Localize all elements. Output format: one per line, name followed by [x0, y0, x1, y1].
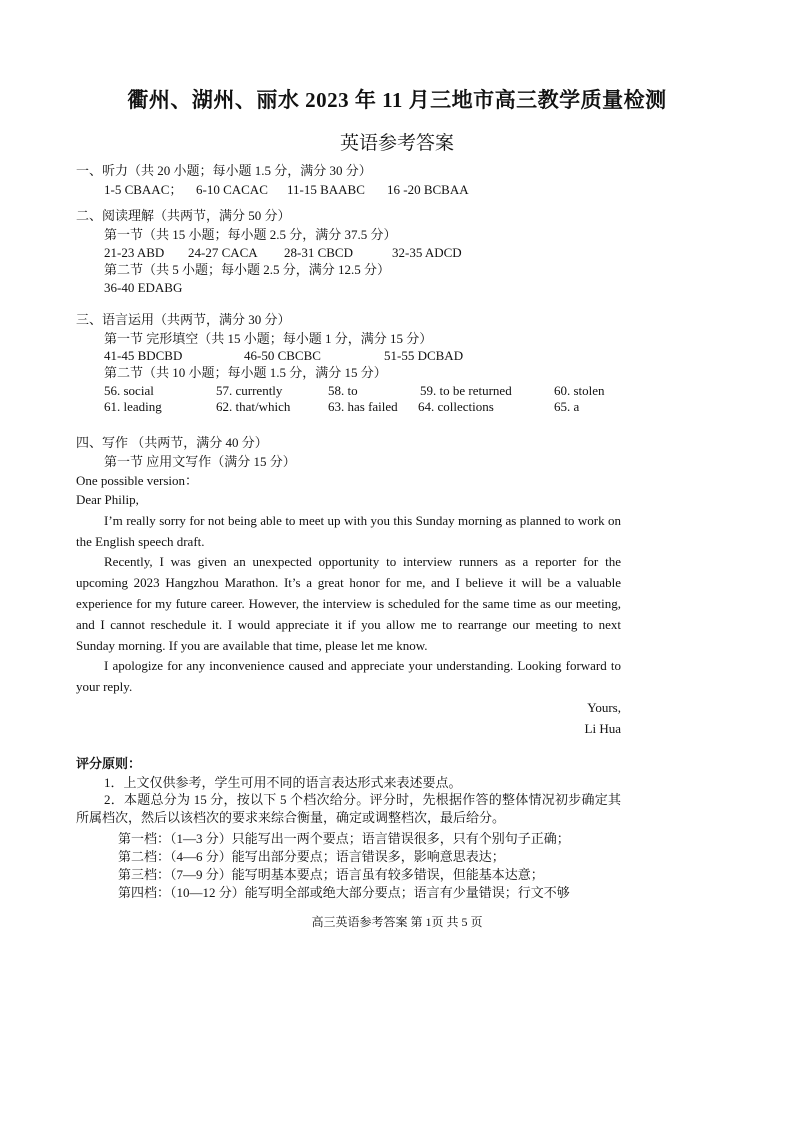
part3-answer: 46-50 CBCBC: [244, 348, 321, 363]
part3-heading: 三、语言运用（共两节，满分 30 分）: [76, 312, 291, 327]
part3-answer: 51-55 DCBAD: [384, 348, 464, 363]
grading-level-3: 第三档：（7—9 分）能写明基本要点；语言虽有较多错误，但能基本达意；: [118, 867, 544, 882]
page-subtitle: 英语参考答案: [339, 133, 454, 154]
part3-answer: 60. stolen: [554, 383, 605, 398]
part1-heading: 一、听力（共 20 小题；每小题 1.5 分，满分 30 分）: [76, 163, 372, 178]
letter-paragraph-1: I’m really sorry for not being able to meet up with you this Sunday morning as planned to work on the English speech draft.: [76, 513, 621, 549]
part3-answer: 59. to be returned: [420, 383, 512, 398]
part3-answer: 65. a: [554, 399, 580, 414]
grading-heading: 评分原则：: [76, 756, 142, 771]
part4-heading: 四、写作 （共两节，满分 40 分）: [76, 435, 268, 450]
part2-answer: 28-31 CBCD: [284, 245, 353, 260]
part2-heading: 二、阅读理解（共两节，满分 50 分）: [76, 208, 291, 223]
letter-signature: Li Hua: [584, 721, 621, 736]
grading-level-2: 第二档：（4—6 分）能写出部分要点；语言错误多，影响意思表达；: [118, 849, 505, 864]
part3-answer: 62. that/which: [216, 399, 291, 414]
page-title: 衢州、湖州、丽水 2023 年 11 月三地市高三教学质量检测: [127, 88, 667, 112]
part2-section2-heading: 第二节（共 5 小题；每小题 2.5 分，满分 12.5 分）: [104, 262, 391, 277]
part3-answer: 58. to: [328, 383, 358, 398]
letter-paragraph-3: I apologize for any inconvenience caused and appreciate your understanding. Looking forward to your reply.: [76, 658, 621, 694]
part3-section1-heading: 第一节 完形填空（共 15 小题；每小题 1 分，满分 15 分）: [104, 331, 433, 346]
part2-answer: 32-35 ADCD: [392, 245, 462, 260]
part3-answer: 64. collections: [418, 399, 494, 414]
part3-answer: 61. leading: [104, 399, 162, 414]
grading-rule-1: 1．上文仅供参考，学生可用不同的语言表达形式来表述要点。: [104, 775, 462, 790]
part4-section1-heading: 第一节 应用文写作（满分 15 分）: [104, 454, 296, 469]
part1-answer: 6-10 CACAC: [196, 182, 268, 197]
part2-section1-heading: 第一节（共 15 小题；每小题 2.5 分，满分 37.5 分）: [104, 227, 397, 242]
letter-closing: Yours,: [587, 700, 621, 715]
part3-answer: 41-45 BDCBD: [104, 348, 183, 363]
part3-answer: 57. currently: [216, 383, 283, 398]
grading-rule-2: 2．本题总分为 15 分，按以下 5 个档次给分。评分时，先根据作答的整体情况初步确定其所属档次，然后以该档次的要求来综合衡量，确定或调整档次，最后给分。: [76, 792, 621, 825]
version-label: One possible version：: [76, 473, 199, 488]
letter-salutation: Dear Philip,: [76, 492, 139, 507]
part3-answer: 63. has failed: [328, 399, 398, 414]
part2-answer: 36-40 EDABG: [104, 280, 183, 295]
grading-level-1: 第一档：（1—3 分）只能写出一两个要点；语言错误很多，只有个别句子正确；: [118, 831, 570, 846]
part3-section2-heading: 第二节（共 10 小题；每小题 1.5 分，满分 15 分）: [104, 365, 387, 380]
page-footer: 高三英语参考答案 第 1页 共 5 页: [311, 915, 483, 929]
part2-answer: 21-23 ABD: [104, 245, 165, 260]
part1-answer: 11-15 BAABC: [287, 182, 365, 197]
part3-answer: 56. social: [104, 383, 154, 398]
part2-answer: 24-27 CACA: [188, 245, 258, 260]
part1-answer: 1-5 CBAAC；: [104, 182, 183, 197]
part1-answer: 16 -20 BCBAA: [387, 182, 469, 197]
grading-level-4: 第四档：（10—12 分）能写明全部或绝大部分要点；语言有少量错误；行文不够: [118, 885, 570, 900]
letter-paragraph-2: Recently, I was given an unexpected opportunity to interview runners as a reporter for the upcoming 2023 Hangzhou Marathon. It’s a great honor for me, and I believe it will be a valuable experience for my future career. However, the interview is scheduled for the same time as our meeting, and I cannot reschedule it. I would appreciate it if you allow me to rearrange our meeting to next Sunday morning. If you are available that time, please let me know.: [76, 554, 621, 653]
